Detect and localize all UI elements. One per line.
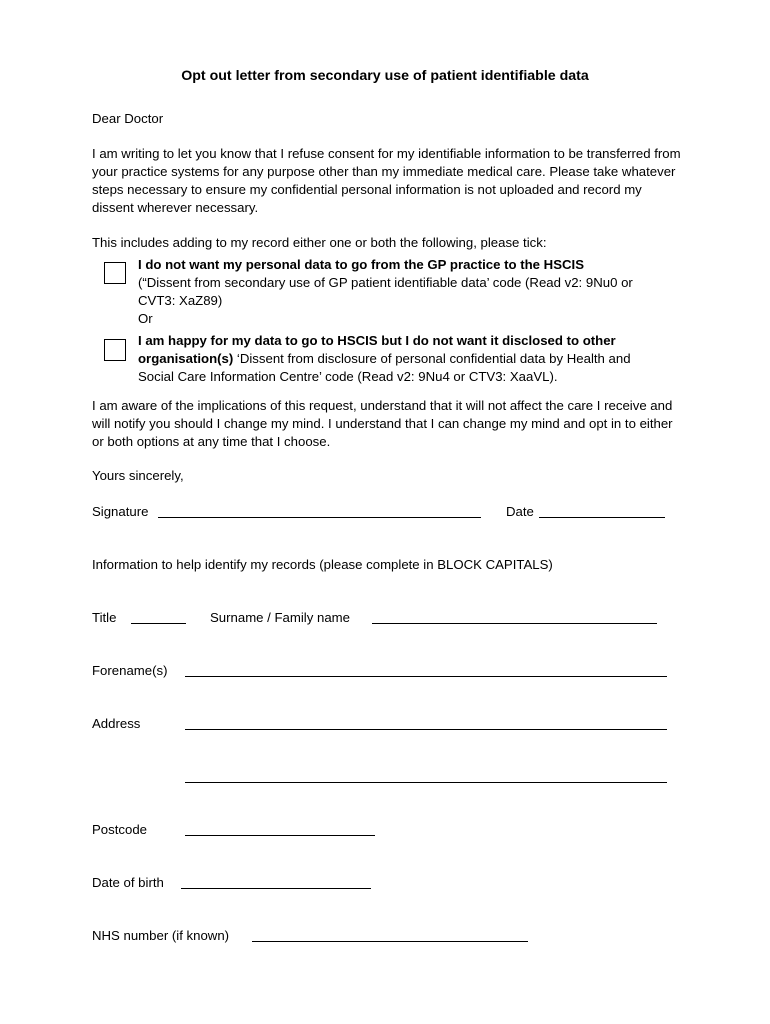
includes-text: This includes adding to my record either one or both the following, please tick: <box>92 235 547 250</box>
option2-line3: Social Care Information Centre’ code (Read v2: 9Nu4 or CTV3: XaaVL). <box>138 369 558 384</box>
info-heading: Information to help identify my records (please complete in BLOCK CAPITALS) <box>92 557 553 572</box>
forenames-label: Forename(s) <box>92 663 168 678</box>
postcode-line[interactable] <box>185 835 375 836</box>
option1-checkbox[interactable] <box>104 262 126 284</box>
option2-rest2: ‘Dissent from disclosure of personal confidential data by Health and <box>233 351 631 366</box>
page-title: Opt out letter from secondary use of patient identifiable data <box>181 68 589 84</box>
address-line-2[interactable] <box>185 782 667 783</box>
intro-paragraph: I am writing to let you know that I refuse consent for my identifiable information to be transferred from your practice systems for any purpose other than my immediate medical care. Please take whatever steps necessary to ensure my confidential personal information is not uploaded and record my dissent wherever necessary. <box>92 146 681 215</box>
surname-line[interactable] <box>372 623 657 624</box>
option2-bold2: organisation(s) <box>138 351 234 366</box>
date-label: Date <box>506 504 534 519</box>
option2-line2 <box>138 350 698 368</box>
dob-line[interactable] <box>181 888 371 889</box>
closing: Yours sincerely, <box>92 468 184 483</box>
signature-line[interactable] <box>158 517 481 518</box>
option2-text <box>138 332 698 386</box>
signature-label: Signature <box>92 504 149 519</box>
date-line[interactable] <box>539 517 665 518</box>
title-label: Title <box>92 610 117 625</box>
dob-label: Date of birth <box>92 875 164 890</box>
awareness-paragraph: I am aware of the implications of this request, understand that it will not affect the care I receive and will notify you should I change my mind. I understand that I can change my mind and opt in to either or both options at any time that I choose. <box>92 398 673 449</box>
option1-bold: I do not want my personal data to go from the GP practice to the HSCIS <box>138 257 584 272</box>
address-line-1[interactable] <box>185 729 667 730</box>
address-label: Address <box>92 716 141 731</box>
nhs-label: NHS number (if known) <box>92 928 230 943</box>
or-label: Or <box>138 311 153 326</box>
surname-label: Surname / Family name <box>210 610 350 625</box>
option2-bold1: I am happy for my data to go to HSCIS but I do not want it disclosed to other <box>138 333 616 348</box>
title-line[interactable] <box>131 623 186 624</box>
option1-text <box>138 256 698 310</box>
option1-line3: CVT3: XaZ89) <box>138 293 223 308</box>
forenames-line[interactable] <box>185 676 667 677</box>
salutation: Dear Doctor <box>92 111 164 126</box>
postcode-label: Postcode <box>92 822 147 837</box>
option2-checkbox[interactable] <box>104 339 126 361</box>
option1-line2: (“Dissent from secondary use of GP patient identifiable data’ code (Read v2: 9Nu0 or <box>138 275 633 290</box>
nhs-line[interactable] <box>252 941 528 942</box>
